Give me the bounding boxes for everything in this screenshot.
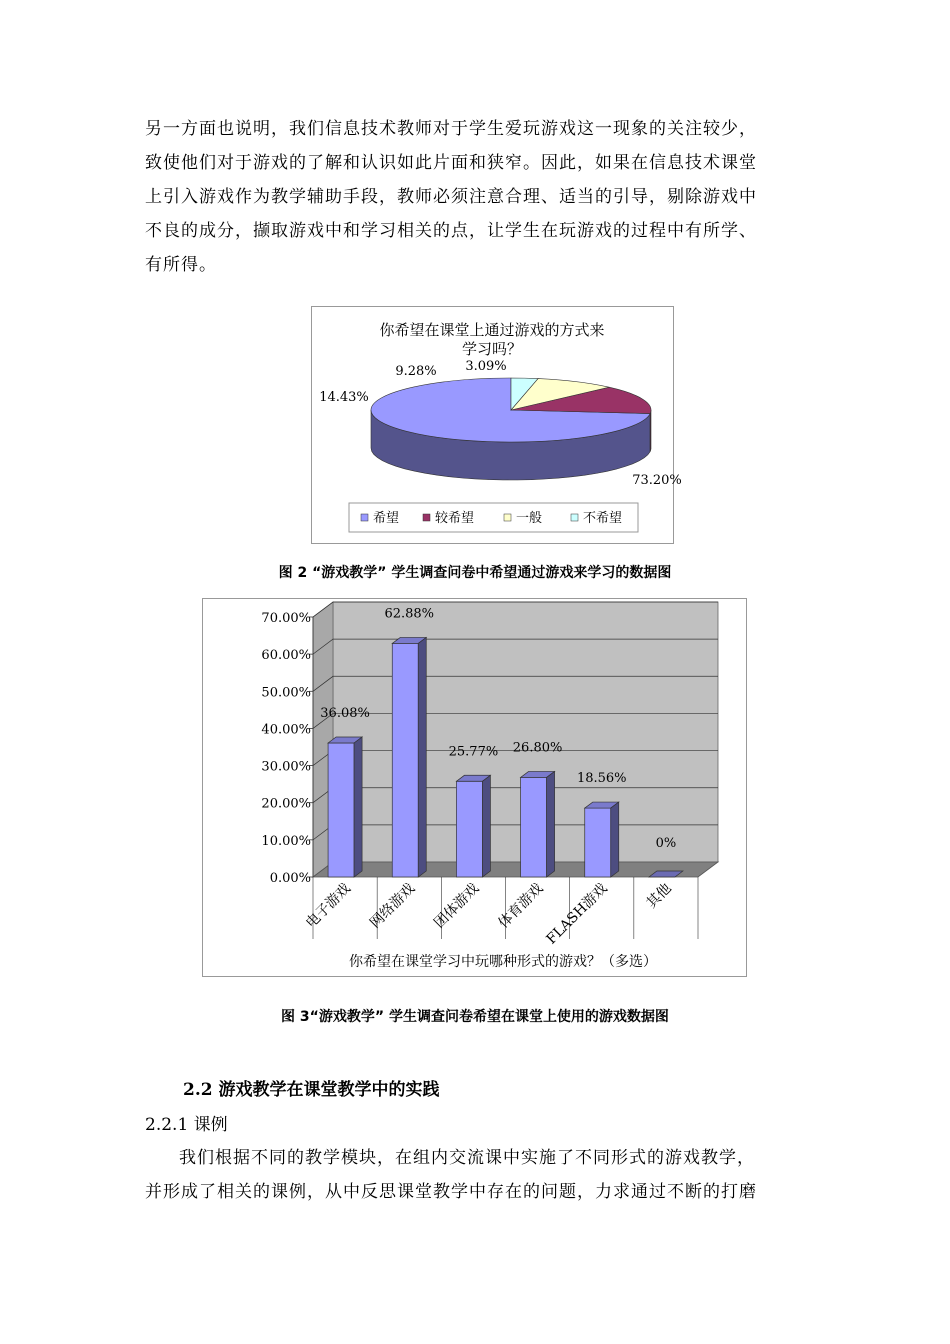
bar-电子游戏 bbox=[328, 737, 362, 877]
body-paragraph bbox=[145, 1141, 810, 1209]
y-tick-label: 30.00% bbox=[261, 759, 311, 775]
y-tick-label: 60.00% bbox=[261, 648, 311, 664]
x-tick-label: 网络游戏 bbox=[367, 880, 419, 932]
bar-value-label: 62.88% bbox=[384, 606, 435, 622]
section-heading: 2.2 游戏教学在课堂教学中的实践 bbox=[183, 1080, 440, 1100]
x-tick-label: 电子游戏 bbox=[303, 880, 354, 932]
bar-chart-x-ticks bbox=[302, 877, 698, 948]
pie-value-label: 3.09% bbox=[465, 359, 507, 374]
pie-side-较希望 bbox=[650, 410, 651, 452]
pie-value-label: 73.20% bbox=[632, 473, 682, 488]
legend-swatch bbox=[423, 514, 430, 521]
bar-网络游戏 bbox=[392, 637, 426, 877]
bar-体育游戏 bbox=[521, 771, 555, 877]
y-tick-label: 40.00% bbox=[261, 722, 311, 738]
figure2-caption: 图 2 “游戏教学” 学生调查问卷中希望通过游戏来学习的数据图 bbox=[278, 565, 672, 581]
intro-paragraph bbox=[145, 112, 810, 282]
bar-团体游戏 bbox=[456, 775, 490, 877]
y-tick-label: 50.00% bbox=[261, 685, 311, 701]
x-tick-label: 团体游戏 bbox=[431, 880, 483, 932]
legend-label: 希望 bbox=[373, 511, 400, 526]
pie-value-label: 14.43% bbox=[319, 390, 369, 405]
subsection-heading: 2.2.1 课例 bbox=[145, 1115, 228, 1135]
intro-line: 不良的成分，撷取游戏中和学习相关的点，让学生在玩游戏的过程中有所学、 bbox=[145, 221, 757, 241]
bar-chart-frame bbox=[202, 598, 747, 977]
x-tick-label: 其他 bbox=[643, 880, 675, 912]
bar-chart-y-ticks bbox=[261, 611, 313, 886]
intro-line: 另一方面也说明，我们信息技术教师对于学生爱玩游戏这一现象的关注较少， bbox=[145, 119, 757, 139]
pie-chart bbox=[312, 307, 682, 543]
pie-title-line: 学习吗？ bbox=[461, 340, 523, 358]
y-tick-label: 20.00% bbox=[261, 796, 311, 812]
pie-title-line: 你希望在课堂上通过游戏的方式来 bbox=[379, 321, 605, 339]
x-tick-label: 体育游戏 bbox=[495, 880, 547, 932]
body-line: 我们根据不同的教学模块，在组内交流课中实施了不同形式的游戏教学， bbox=[179, 1148, 755, 1168]
y-tick-label: 70.00% bbox=[261, 611, 311, 626]
bar-value-label: 0% bbox=[655, 836, 677, 851]
bar-value-label: 25.77% bbox=[448, 744, 499, 760]
pie-slices bbox=[371, 378, 651, 480]
body-line: 并形成了相关的课例，从中反思课堂教学中存在的问题，力求通过不断的打磨 bbox=[145, 1182, 757, 1202]
pie-chart-frame bbox=[311, 306, 682, 544]
legend-label: 较希望 bbox=[435, 511, 475, 526]
x-tick-label: FLASH游戏 bbox=[543, 880, 611, 948]
bar-value-label: 18.56% bbox=[576, 771, 627, 787]
legend-label: 不希望 bbox=[583, 511, 623, 526]
intro-line: 致使他们对于游戏的了解和认识如此片面和狭窄。因此，如果在信息技术课堂 bbox=[145, 153, 757, 173]
legend-swatch bbox=[504, 514, 511, 521]
legend-label: 一般 bbox=[516, 511, 543, 526]
pie-value-label: 9.28% bbox=[395, 364, 437, 379]
y-tick-label: 10.00% bbox=[261, 833, 311, 849]
legend-swatch bbox=[571, 514, 578, 521]
figure3-caption: 图 3“游戏教学” 学生调查问卷希望在课堂上使用的游戏数据图 bbox=[281, 1009, 669, 1025]
bar-chart-x-axis-label: 你希望在课堂学习中玩哪种形式的游戏？（多选） bbox=[349, 954, 657, 970]
bar-FLASH游戏 bbox=[585, 802, 619, 877]
bar-value-label: 26.80% bbox=[512, 740, 563, 756]
intro-line: 有所得。 bbox=[145, 255, 217, 275]
y-tick-label: 0.00% bbox=[269, 871, 311, 886]
bar-chart bbox=[203, 599, 746, 976]
bar-value-label: 36.08% bbox=[320, 705, 370, 721]
legend-swatch bbox=[361, 514, 368, 521]
intro-line: 上引入游戏作为教学辅助手段，教师必须注意合理、适当的引导，剔除游戏中 bbox=[145, 187, 757, 207]
